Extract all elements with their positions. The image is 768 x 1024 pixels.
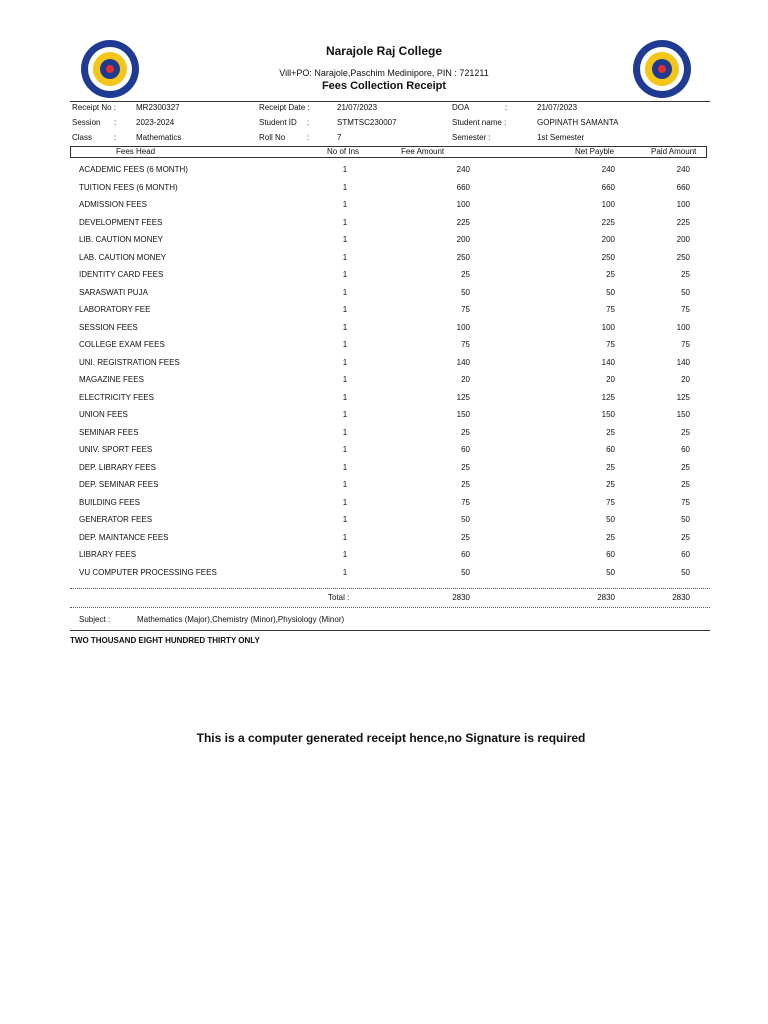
paid-amount-cell: 25 — [681, 270, 690, 279]
fee-amount-cell: 25 — [461, 427, 470, 437]
fee-head-cell: DEP. MAINTANCE FEES — [79, 532, 169, 542]
no-of-ins-cell: 1 — [342, 252, 348, 262]
net-payble-cell: 100 — [601, 200, 615, 209]
fee-head-cell: TUITION FEES (6 MONTH) — [79, 182, 178, 192]
fee-amount-cell: 25 — [461, 462, 470, 472]
total-divider-top — [70, 588, 710, 589]
total-fee-amount: 2830 — [452, 593, 470, 602]
paid-amount-cell: 25 — [681, 462, 690, 472]
fee-head-cell: ELECTRICITY FEES — [79, 392, 154, 402]
doa-value: 21/07/2023 — [537, 103, 578, 112]
subject-divider — [70, 630, 710, 631]
subject-value: Mathematics (Major),Chemistry (Minor),Physiology (Minor) — [137, 615, 345, 624]
net-payble-cell: 60 — [606, 550, 615, 559]
paid-amount-cell: 140 — [676, 357, 690, 367]
fee-amount-cell: 200 — [456, 235, 470, 244]
col-net-payble: Net Payble — [575, 147, 615, 156]
paid-amount-cell: 25 — [681, 427, 690, 437]
fee-head-cell: SEMINAR FEES — [79, 427, 139, 437]
table-row — [0, 358, 768, 372]
net-payble-cell: 200 — [601, 235, 615, 244]
net-payble-cell: 25 — [606, 532, 615, 542]
no-of-ins-cell: 1 — [342, 305, 348, 314]
roll-no-label: Roll No — [259, 133, 286, 142]
paid-amount-cell: 225 — [676, 217, 690, 227]
semester-value: 1st Semester — [537, 133, 585, 142]
fee-head-cell: UNI. REGISTRATION FEES — [79, 357, 180, 367]
fee-head-cell: SESSION FEES — [79, 322, 138, 332]
college-name: Narajole Raj College — [325, 44, 443, 58]
no-of-ins-cell: 1 — [342, 217, 348, 227]
fee-amount-cell: 50 — [461, 567, 470, 577]
fee-head-cell: GENERATOR FEES — [79, 515, 153, 524]
net-payble-cell: 50 — [606, 287, 615, 297]
net-payble-cell: 50 — [606, 515, 615, 524]
paid-amount-cell: 60 — [681, 550, 690, 559]
col-paid-amount: Paid Amount — [651, 147, 697, 156]
student-id-value: STMTSC230007 — [337, 118, 397, 127]
fee-amount-cell: 25 — [461, 270, 470, 279]
fee-amount-cell: 60 — [461, 550, 470, 559]
fee-head-cell: VU COMPUTER PROCESSING FEES — [79, 567, 217, 577]
fee-head-cell: LAB. CAUTION MONEY — [79, 252, 167, 262]
net-payble-cell: 240 — [601, 165, 615, 174]
fee-head-cell: UNION FEES — [79, 410, 128, 419]
session-value: 2023-2024 — [136, 118, 175, 127]
net-payble-cell: 75 — [606, 305, 615, 314]
no-of-ins-cell: 1 — [342, 270, 348, 279]
table-row — [0, 165, 768, 179]
net-payble-cell: 140 — [601, 357, 615, 367]
no-of-ins-cell: 1 — [342, 410, 348, 419]
fee-amount-cell: 150 — [456, 410, 470, 419]
student-name-value: GOPINATH SAMANTA — [537, 118, 619, 127]
net-payble-cell: 75 — [606, 497, 615, 507]
table-row — [0, 235, 768, 249]
col-fee-amount: Fee Amount — [401, 147, 445, 156]
no-of-ins-cell: 1 — [342, 567, 348, 577]
paid-amount-cell: 150 — [676, 410, 690, 419]
paid-amount-cell: 100 — [676, 200, 690, 209]
net-payble-cell: 25 — [606, 462, 615, 472]
paid-amount-cell: 200 — [676, 235, 690, 244]
paid-amount-cell: 240 — [676, 165, 690, 174]
table-row — [0, 393, 768, 407]
fee-head-cell: DEVELOPMENT FEES — [79, 217, 163, 227]
total-net-payble: 2830 — [597, 593, 615, 602]
net-payble-cell: 225 — [601, 217, 615, 227]
paid-amount-cell: 250 — [676, 252, 690, 262]
no-of-ins-cell: 1 — [342, 550, 348, 559]
doa-label: DOA — [452, 103, 470, 112]
no-of-ins-cell: 1 — [342, 235, 348, 244]
no-of-ins-cell: 1 — [342, 375, 348, 384]
fee-amount-cell: 660 — [456, 182, 470, 192]
no-of-ins-cell: 1 — [342, 445, 348, 454]
fee-head-cell: ACADEMIC FEES (6 MONTH) — [79, 165, 188, 174]
student-id-label: Student ID — [259, 118, 297, 127]
fee-head-cell: BUILDING FEES — [79, 497, 140, 507]
fee-head-cell: LIBRARY FEES — [79, 550, 137, 559]
fee-head-cell: LIB. CAUTION MONEY — [79, 235, 164, 244]
net-payble-cell: 60 — [606, 445, 615, 454]
session-colon: : — [114, 118, 117, 127]
fee-head-cell: SARASWATI PUJA — [79, 287, 148, 297]
no-of-ins-cell: 1 — [342, 357, 348, 367]
fee-amount-cell: 75 — [461, 340, 470, 349]
fee-head-cell: DEP. LIBRARY FEES — [79, 462, 156, 472]
table-row — [0, 515, 768, 529]
net-payble-cell: 25 — [606, 427, 615, 437]
fee-amount-cell: 100 — [456, 322, 470, 332]
fee-amount-cell: 75 — [461, 497, 470, 507]
col-fees-head: Fees Head — [116, 147, 156, 156]
col-no-of-ins: No of Ins — [327, 147, 360, 156]
table-row — [0, 305, 768, 319]
student-name-label: Student name : — [452, 118, 507, 127]
net-payble-cell: 100 — [601, 322, 615, 332]
no-of-ins-cell: 1 — [342, 165, 348, 174]
table-row — [0, 323, 768, 337]
fee-head-cell: UNIV. SPORT FEES — [79, 445, 153, 454]
fee-head-cell: COLLEGE EXAM FEES — [79, 340, 165, 349]
college-address: Vill+PO: Narajole,Paschim Medinipore, PIN : 721211 — [279, 68, 489, 78]
table-row — [0, 375, 768, 389]
paid-amount-cell: 125 — [676, 392, 690, 402]
semester-label: Semester : — [452, 133, 491, 142]
paid-amount-cell: 100 — [676, 322, 690, 332]
receipt-no-label: Receipt No : — [72, 103, 117, 112]
fee-amount-cell: 75 — [461, 305, 470, 314]
fee-head-cell: DEP. SEMINAR FEES — [79, 480, 159, 489]
receipt-date-value: 21/07/2023 — [337, 103, 378, 112]
no-of-ins-cell: 1 — [342, 427, 348, 437]
doa-colon: : — [505, 103, 508, 112]
subject-label: Subject : — [79, 615, 111, 624]
table-row — [0, 288, 768, 302]
net-payble-cell: 660 — [601, 182, 615, 192]
roll-no-colon: : — [307, 133, 310, 142]
receipt-no-value: MR2300327 — [136, 103, 180, 112]
header-divider — [70, 101, 710, 102]
no-of-ins-cell: 1 — [342, 182, 348, 192]
paid-amount-cell: 75 — [681, 497, 690, 507]
fee-head-cell: MAGAZINE FEES — [79, 375, 144, 384]
net-payble-cell: 75 — [606, 340, 615, 349]
fee-amount-cell: 100 — [456, 200, 470, 209]
receipt-date-label: Receipt Date : — [259, 103, 310, 112]
no-of-ins-cell: 1 — [342, 340, 348, 349]
paid-amount-cell: 75 — [681, 305, 690, 314]
net-payble-cell: 125 — [601, 392, 615, 402]
table-row — [0, 550, 768, 564]
table-row — [0, 463, 768, 477]
net-payble-cell: 250 — [601, 252, 615, 262]
table-row — [0, 183, 768, 197]
table-row — [0, 253, 768, 267]
class-value: Mathematics — [136, 133, 182, 142]
fee-amount-cell: 60 — [461, 445, 470, 454]
table-row — [0, 200, 768, 214]
table-row — [0, 270, 768, 284]
total-label: Total : — [328, 593, 350, 602]
fee-amount-cell: 225 — [456, 217, 470, 227]
paid-amount-cell: 50 — [681, 287, 690, 297]
no-of-ins-cell: 1 — [342, 322, 348, 332]
table-row — [0, 533, 768, 547]
no-of-ins-cell: 1 — [342, 287, 348, 297]
paid-amount-cell: 50 — [681, 515, 690, 524]
no-of-ins-cell: 1 — [342, 392, 348, 402]
table-row — [0, 218, 768, 232]
fee-amount-cell: 25 — [461, 480, 470, 489]
paid-amount-cell: 25 — [681, 532, 690, 542]
footer-note: This is a computer generated receipt hence,no Signature is required — [196, 731, 586, 745]
no-of-ins-cell: 1 — [342, 462, 348, 472]
no-of-ins-cell: 1 — [342, 200, 348, 209]
table-row — [0, 445, 768, 459]
fee-amount-cell: 25 — [461, 532, 470, 542]
net-payble-cell: 25 — [606, 480, 615, 489]
receipt-title: Fees Collection Receipt — [321, 80, 447, 92]
student-id-colon: : — [307, 118, 310, 127]
fee-head-cell: ADMISSION FEES — [79, 200, 148, 209]
table-row — [0, 340, 768, 354]
table-row — [0, 480, 768, 494]
paid-amount-cell: 660 — [676, 182, 690, 192]
class-label: Class — [72, 133, 93, 142]
paid-amount-cell: 75 — [681, 340, 690, 349]
no-of-ins-cell: 1 — [342, 515, 348, 524]
no-of-ins-cell: 1 — [342, 497, 348, 507]
fee-amount-cell: 50 — [461, 515, 470, 524]
fee-amount-cell: 240 — [456, 165, 470, 174]
class-colon: : — [114, 133, 117, 142]
session-label: Session — [72, 118, 101, 127]
fee-amount-cell: 50 — [461, 287, 470, 297]
table-row — [0, 428, 768, 442]
amount-in-words: TWO THOUSAND EIGHT HUNDRED THIRTY ONLY — [70, 636, 260, 645]
total-paid-amount: 2830 — [672, 593, 690, 602]
net-payble-cell: 20 — [606, 375, 615, 384]
no-of-ins-cell: 1 — [342, 532, 348, 542]
total-divider-bottom — [70, 607, 710, 608]
paid-amount-cell: 20 — [681, 375, 690, 384]
table-row — [0, 498, 768, 512]
paid-amount-cell: 25 — [681, 480, 690, 489]
no-of-ins-cell: 1 — [342, 480, 348, 489]
paid-amount-cell: 50 — [681, 567, 690, 577]
table-row — [0, 568, 768, 582]
total-row — [0, 593, 768, 607]
table-row — [0, 410, 768, 424]
fee-amount-cell: 20 — [461, 375, 470, 384]
net-payble-cell: 25 — [606, 270, 615, 279]
fee-amount-cell: 140 — [456, 357, 470, 367]
fee-head-cell: IDENTITY CARD FEES — [79, 270, 164, 279]
fee-amount-cell: 125 — [456, 392, 470, 402]
paid-amount-cell: 60 — [681, 445, 690, 454]
net-payble-cell: 50 — [606, 567, 615, 577]
roll-no-value: 7 — [337, 133, 342, 142]
net-payble-cell: 150 — [601, 410, 615, 419]
fee-head-cell: LABORATORY FEE — [79, 305, 151, 314]
fee-amount-cell: 250 — [456, 252, 470, 262]
